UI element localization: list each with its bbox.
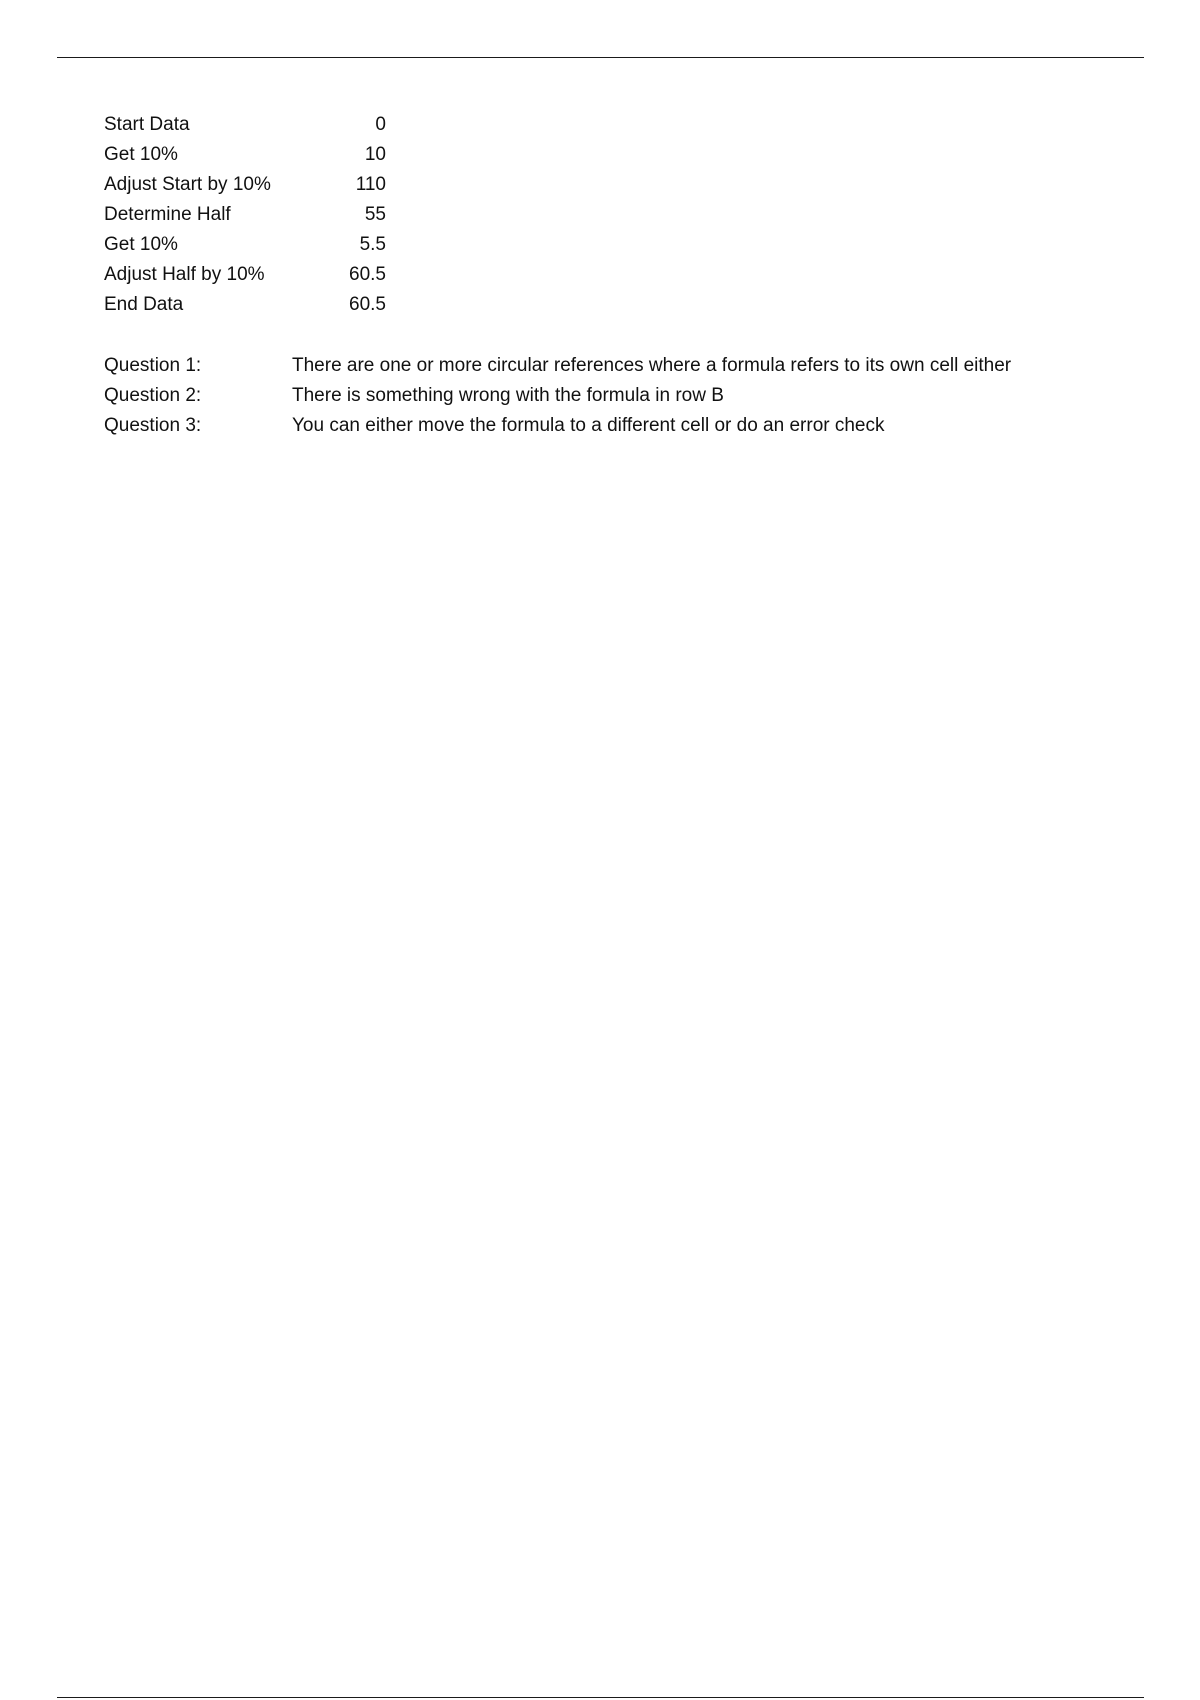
footer-rule — [57, 1697, 1144, 1698]
data-label-determine-half: Determine Half — [104, 204, 231, 225]
data-value-get-10: 10 — [364, 144, 386, 165]
question-1-text: There are one or more circular references where a formula refers to its own cell either — [292, 355, 1012, 376]
data-value-determine-half: 55 — [364, 204, 386, 225]
data-value-adjust-half: 60.5 — [349, 264, 386, 285]
data-value-adjust-start: 110 — [355, 174, 386, 195]
question-3-text: You can either move the formula to a different cell or do an error check — [292, 415, 885, 436]
data-label-start: Start Data — [104, 114, 190, 135]
question-3-label: Question 3: — [104, 415, 202, 436]
data-value-end: 60.5 — [349, 294, 386, 315]
data-value-get-10-half: 5.5 — [359, 234, 386, 255]
data-label-end: End Data — [104, 294, 184, 315]
question-2-text: There is something wrong with the formula in row B — [292, 385, 724, 406]
data-label-adjust-half: Adjust Half by 10% — [104, 264, 265, 285]
question-1-label: Question 1: — [104, 355, 202, 376]
data-label-get-10-half: Get 10% — [104, 234, 178, 255]
data-label-adjust-start: Adjust Start by 10% — [104, 174, 271, 195]
data-label-get-10: Get 10% — [104, 144, 178, 165]
question-2-label: Question 2: — [104, 385, 202, 406]
header-rule — [57, 57, 1144, 58]
data-value-start: 0 — [375, 114, 386, 135]
